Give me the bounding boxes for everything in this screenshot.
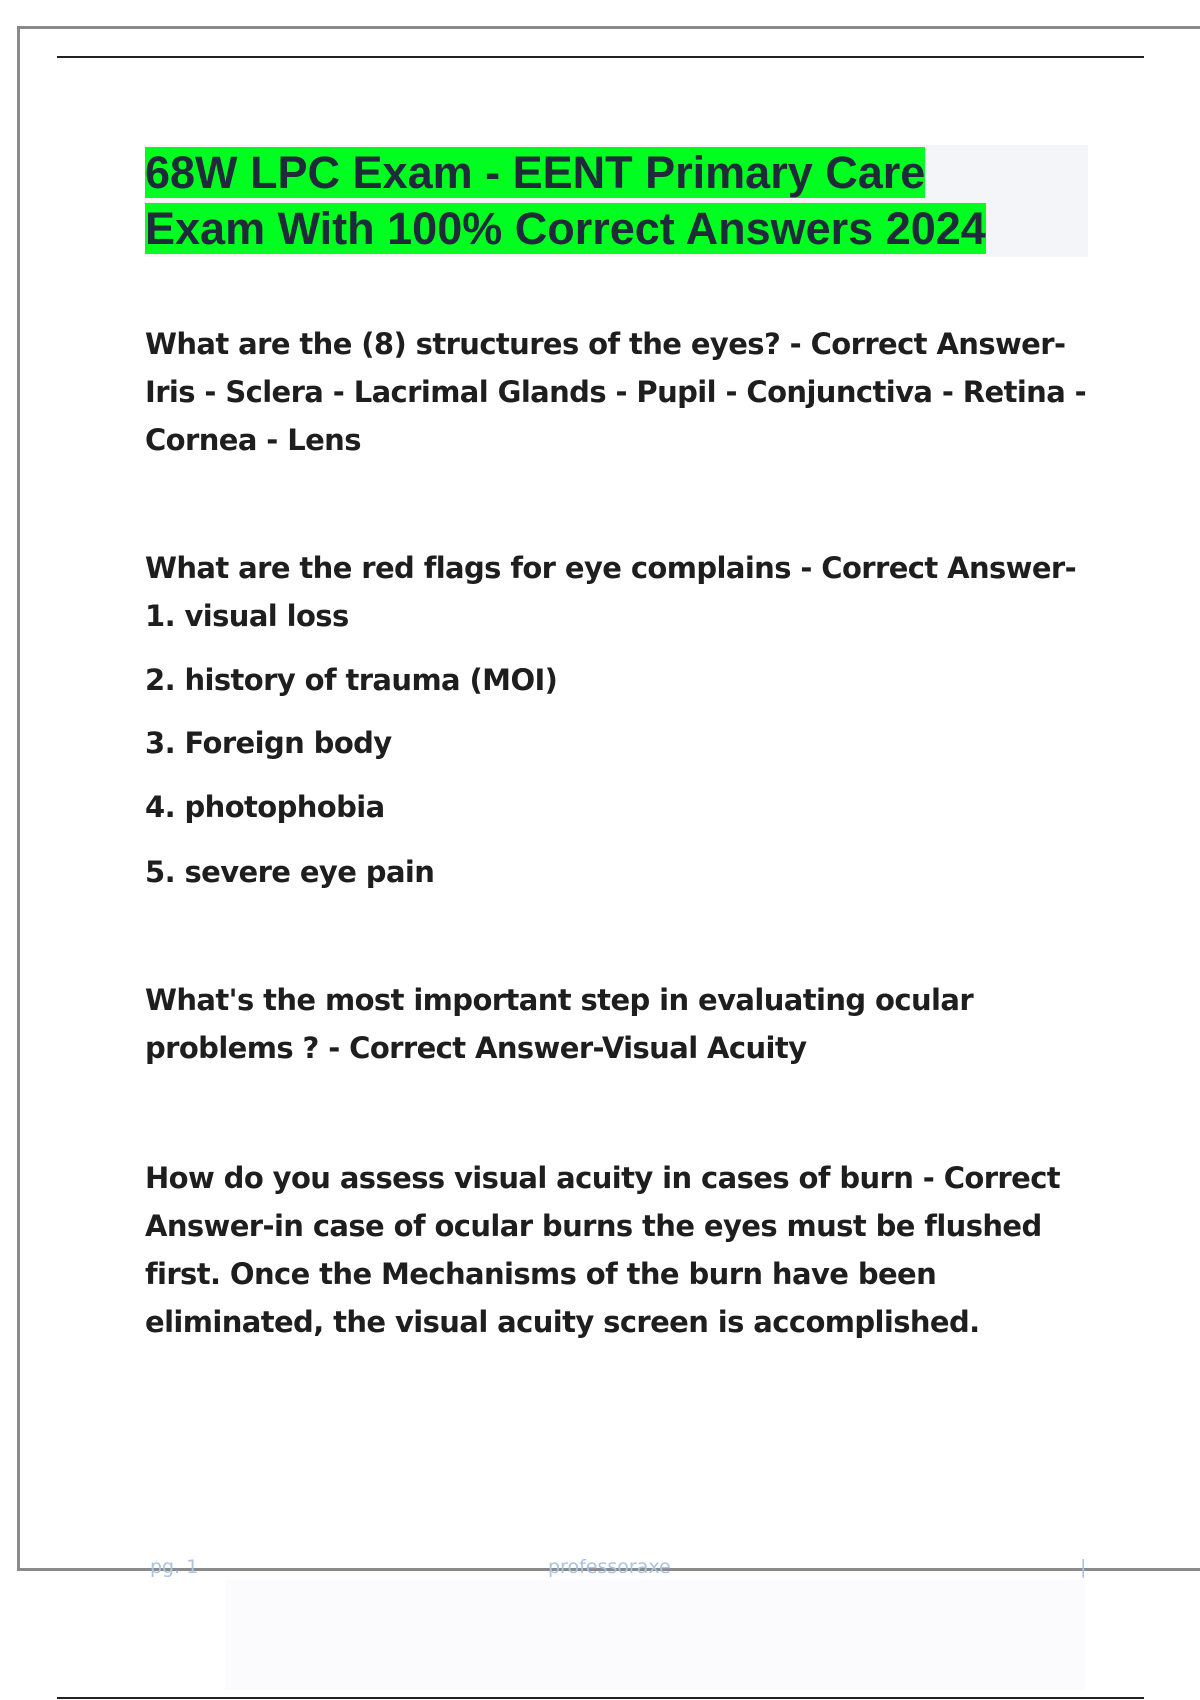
title-block bbox=[145, 145, 1088, 257]
question-answer-3: What's the most important step in evaluating ocular problems ? - Correct Answer-Visual Acuity bbox=[145, 983, 974, 1065]
red-flag-item-2: 2. history of trauma (MOI) bbox=[145, 663, 558, 697]
footer-author: professoraxe bbox=[548, 1556, 671, 1578]
title-line-2: Exam With 100% Correct Answers 2024 bbox=[145, 203, 986, 254]
footer-marker: | bbox=[1080, 1556, 1087, 1578]
document-title bbox=[145, 145, 1088, 257]
bottom-rule bbox=[57, 1697, 1144, 1699]
red-flag-item-3: 3. Foreign body bbox=[145, 726, 392, 760]
question-answer-4: How do you assess visual acuity in cases of burn - Correct Answer-in case of ocular burns the eyes must be flushed first. Once the Mechanisms of the burn have been eliminated, the visual acuity screen is accomplished. bbox=[145, 1161, 1061, 1339]
footer-background bbox=[225, 1580, 1085, 1690]
page-number: pg. 1 bbox=[150, 1556, 199, 1578]
question-answer-2: What are the red flags for eye complains - Correct Answer-1. visual loss bbox=[145, 551, 1077, 633]
header-rule bbox=[57, 56, 1144, 58]
question-answer-1: What are the (8) structures of the eyes? - Correct Answer-Iris - Sclera - Lacrimal Glands - Pupil - Conjunctiva - Retina - Cornea - Lens bbox=[145, 327, 1087, 457]
red-flag-item-4: 4. photophobia bbox=[145, 790, 385, 824]
title-line-1: 68W LPC Exam - EENT Primary Care bbox=[145, 147, 926, 198]
red-flag-item-5: 5. severe eye pain bbox=[145, 855, 435, 889]
